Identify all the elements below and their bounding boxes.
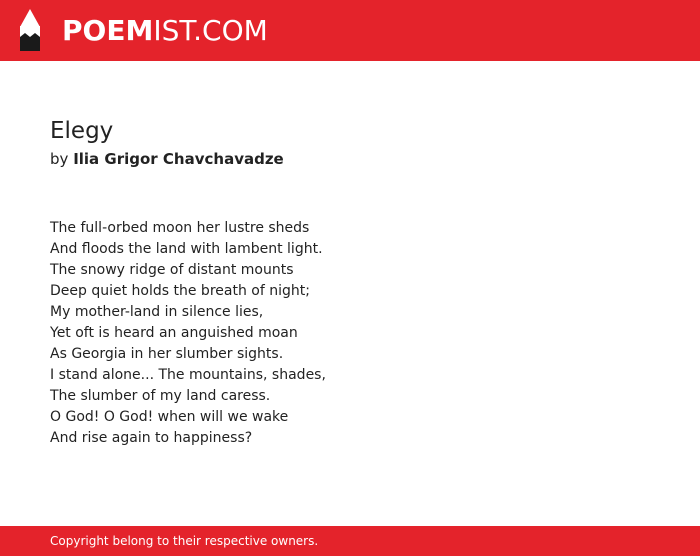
- poem-line: The full-orbed moon her lustre sheds: [50, 220, 310, 236]
- poem-line: As Georgia in her slumber sights.: [50, 346, 284, 362]
- pencil-icon[interactable]: [18, 9, 42, 51]
- poem-line: Yet oft is heard an anguished moan: [50, 325, 298, 341]
- poem-line: And floods the land with lambent light.: [50, 241, 323, 257]
- poem-line: Deep quiet holds the breath of night;: [50, 283, 310, 299]
- poem-body: [50, 218, 326, 449]
- poem-byline: [50, 148, 284, 170]
- poem-title: Elegy: [50, 118, 114, 144]
- poem-line: O God! O God! when will we wake: [50, 409, 289, 425]
- by-label: by: [50, 150, 69, 168]
- site-logo[interactable]: [62, 12, 268, 50]
- site-header: [0, 0, 700, 61]
- poem-line: The snowy ridge of distant mounts: [50, 262, 294, 278]
- copyright-text: Copyright belong to their respective owners.: [50, 534, 319, 548]
- poem-line: And rise again to happiness?: [50, 430, 253, 446]
- logo-text-light: IST.COM: [153, 14, 268, 47]
- author-name: Ilia Grigor Chavchavadze: [73, 150, 284, 168]
- poem-line: My mother-land in silence lies,: [50, 304, 264, 320]
- logo-text-bold: POEM: [62, 14, 154, 47]
- site-footer: [0, 526, 700, 556]
- poem-line: I stand alone... The mountains, shades,: [50, 367, 326, 383]
- poem-line: The slumber of my land caress.: [50, 388, 271, 404]
